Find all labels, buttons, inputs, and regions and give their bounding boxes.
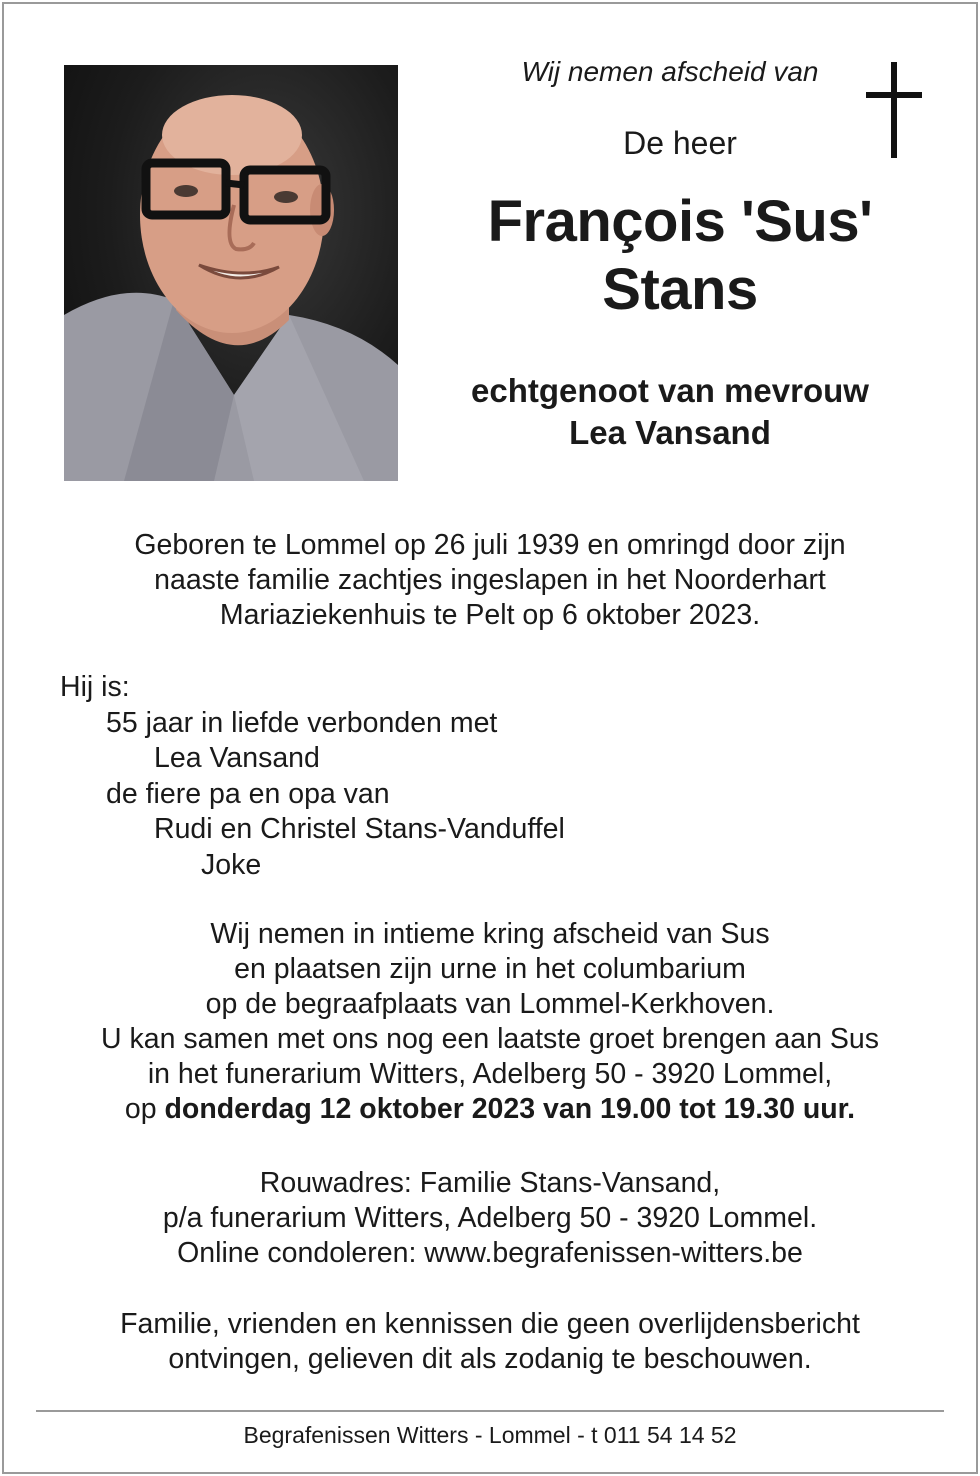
name-line-1: François 'Sus' xyxy=(487,189,873,254)
family-heading: Hij is: xyxy=(60,671,130,703)
deceased-name xyxy=(440,188,920,324)
farewell-date: donderdag 12 oktober 2023 van 19.00 tot 19.30 uur. xyxy=(164,1093,856,1125)
farewell-date-prefix: op xyxy=(124,1093,157,1125)
born-line: Mariaziekenhuis te Pelt op 6 oktober 2023. xyxy=(219,599,761,631)
family-line: de fiere pa en opa van xyxy=(106,777,390,810)
notice-line: Familie, vrienden en kennissen die geen overlijdensbericht xyxy=(120,1308,860,1340)
spouse-info xyxy=(440,370,900,454)
farewell-paragraph xyxy=(40,917,940,1127)
address-line: Rouwadres: Familie Stans-Vansand, xyxy=(259,1167,721,1199)
spouse-line-1: echtgenoot van mevrouw xyxy=(471,372,869,409)
title-prefix: De heer xyxy=(623,125,737,161)
family-line: Joke xyxy=(201,848,262,881)
farewell-line: in het funerarium Witters, Adelberg 50 - 3920 Lommel, xyxy=(147,1058,833,1090)
family-section xyxy=(60,670,565,883)
notice-line: ontvingen, gelieven dit als zodanig te beschouwen. xyxy=(168,1343,812,1375)
farewell-date-line xyxy=(40,1092,940,1127)
family-line: Rudi en Christel Stans-Vanduffel xyxy=(154,813,565,845)
born-line: naaste familie zachtjes ingeslapen in het Noorderhart xyxy=(154,564,826,596)
address-paragraph xyxy=(40,1166,940,1271)
family-line: 55 jaar in liefde verbonden met xyxy=(106,706,498,739)
cross-icon xyxy=(866,62,922,158)
portrait-photo xyxy=(64,65,398,481)
farewell-line: op de begraafplaats van Lommel-Kerkhoven. xyxy=(205,988,775,1020)
address-line: Online condoleren: www.begrafenissen-witters.be xyxy=(177,1237,803,1269)
intro-text: Wij nemen afscheid van xyxy=(521,56,819,87)
footer-text: Begrafenissen Witters - Lommel - t 011 54 14 52 xyxy=(243,1422,737,1448)
name-line-2: Stans xyxy=(602,257,758,322)
footer-divider xyxy=(36,1410,944,1412)
address-line: p/a funerarium Witters, Adelberg 50 - 3920 Lommel. xyxy=(162,1202,818,1234)
farewell-line: U kan samen met ons nog een laatste groet brengen aan Sus xyxy=(101,1023,879,1055)
spouse-line-2: Lea Vansand xyxy=(569,414,771,451)
notice-paragraph xyxy=(40,1307,940,1377)
farewell-line: Wij nemen in intieme kring afscheid van Sus xyxy=(210,918,770,950)
birth-death-paragraph xyxy=(40,528,940,633)
born-line: Geboren te Lommel op 26 juli 1939 en omringd door zijn xyxy=(134,529,846,561)
farewell-line: en plaatsen zijn urne in het columbarium xyxy=(234,953,746,985)
family-line: Lea Vansand xyxy=(154,742,320,774)
